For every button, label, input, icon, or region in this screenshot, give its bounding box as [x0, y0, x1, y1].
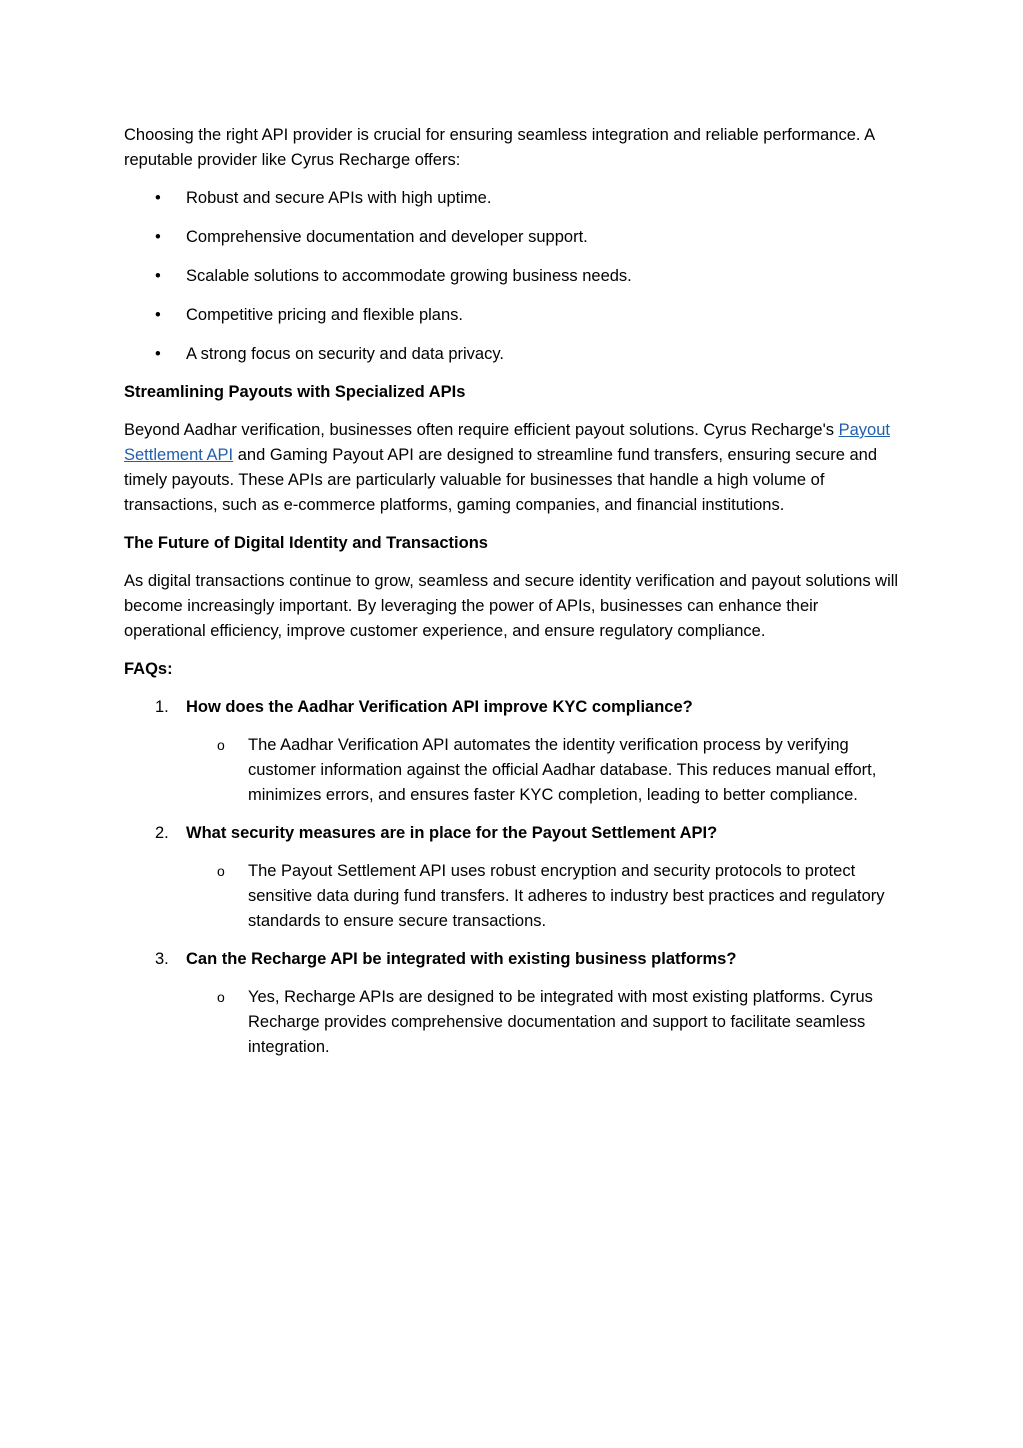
bullet-icon: • [155, 345, 161, 363]
faq-number: 2. [155, 824, 169, 842]
list-item-text: Robust and secure APIs with high uptime. [186, 189, 492, 207]
circle-bullet-icon: o [217, 737, 225, 753]
list-item-text: Competitive pricing and flexible plans. [186, 306, 463, 324]
section-heading-future: The Future of Digital Identity and Transactions [124, 534, 488, 552]
benefits-list [124, 186, 904, 367]
faq-number: 3. [155, 950, 169, 968]
faq-question-text: Can the Recharge API be integrated with existing business platforms? [186, 950, 737, 968]
faq-number: 1. [155, 698, 169, 716]
section-heading-payouts: Streamlining Payouts with Specialized APIs [124, 383, 466, 401]
faq-item [124, 821, 904, 934]
faq-item [124, 695, 904, 808]
faq-question-text: What security measures are in place for the Payout Settlement API? [186, 824, 718, 842]
payouts-text-before-link: Beyond Aadhar verification, businesses often require efficient payout solutions. Cyrus Recharge's [124, 421, 839, 439]
list-item [124, 264, 904, 289]
faq-item [124, 947, 904, 1060]
list-item [124, 342, 904, 367]
faq-question [124, 821, 904, 846]
list-item [124, 303, 904, 328]
faq-list [124, 695, 904, 1060]
faq-answer [124, 733, 904, 808]
circle-bullet-icon: o [217, 863, 225, 879]
faq-answer [124, 985, 904, 1060]
circle-bullet-icon: o [217, 989, 225, 1005]
list-item-text: A strong focus on security and data privacy. [186, 345, 504, 363]
faq-question-text: How does the Aadhar Verification API improve KYC compliance? [186, 698, 693, 716]
payout-settlement-api-link[interactable]: Payout Settlement API [124, 421, 890, 464]
payouts-paragraph [124, 418, 904, 518]
bullet-icon: • [155, 228, 161, 246]
list-item-text: Scalable solutions to accommodate growing business needs. [186, 267, 632, 285]
faq-question [124, 947, 904, 972]
bullet-icon: • [155, 267, 161, 285]
list-item-text: Comprehensive documentation and developer support. [186, 228, 588, 246]
faq-question [124, 695, 904, 720]
faqs-heading: FAQs: [124, 660, 173, 678]
list-item [124, 186, 904, 211]
bullet-icon: • [155, 189, 161, 207]
document-page [124, 123, 904, 1073]
intro-paragraph: Choosing the right API provider is crucial for ensuring seamless integration and reliable performance. A reputable provider like Cyrus Recharge offers: [124, 126, 875, 169]
faq-answer-text: Yes, Recharge APIs are designed to be integrated with most existing platforms. Cyrus Recharge provides comprehensive documentation and support to facilitate seamless integration. [248, 988, 873, 1056]
bullet-icon: • [155, 306, 161, 324]
future-paragraph: As digital transactions continue to grow, seamless and secure identity verification and payout solutions will become increasingly important. By leveraging the power of APIs, businesses can enhance their operational efficiency, improve customer experience, and ensure regulatory compliance. [124, 572, 899, 640]
faq-answer-text: The Aadhar Verification API automates the identity verification process by verifying customer information against the official Aadhar database. This reduces manual effort, minimizes errors, and ensures faster KYC completion, leading to better compliance. [248, 736, 877, 804]
faq-answer [124, 859, 904, 934]
payouts-text-after-link: and Gaming Payout API are designed to streamline fund transfers, ensuring secure and timely payouts. These APIs are particularly valuable for businesses that handle a high volume of transactions, such as e-commerce platforms, gaming companies, and financial institutions. [124, 446, 878, 514]
faq-answer-text: The Payout Settlement API uses robust encryption and security protocols to protect sensitive data during fund transfers. It adheres to industry best practices and regulatory standards to ensure secure transactions. [248, 862, 885, 930]
list-item [124, 225, 904, 250]
